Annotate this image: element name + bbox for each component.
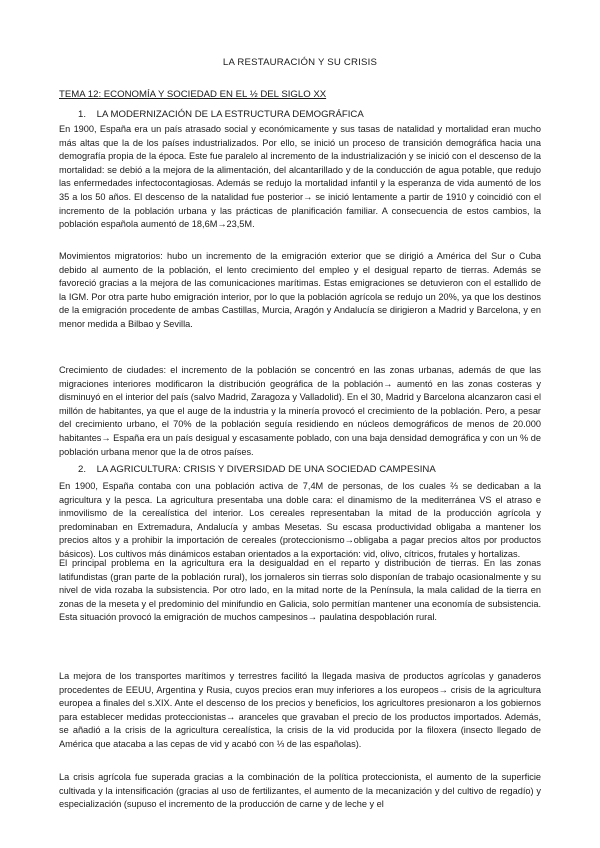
paragraph-migraciones: Movimientos migratorios: hubo un incremento de la emigración exterior que se dirigió a América del Sur o Cuba debido al aumento de la población, el lento crecimiento del empleo y el desigual reparto de tierras. Además se favoreció gracias a la mejora de las comunicaciones marítimas. Estas emigraciones se detuvieron con el estallido de la IGM. Por otra parte hubo emigración interior, por lo que la población agrícola se redujo un 20%, ya que los destinos de la emigración procedente de ambas Castillas, Murcia, Aragón y Andalucía se dirigieron a Madrid y Barcelona, y en menor medida a Bilbao y Sevilla.: [59, 251, 541, 329]
document-title: LA RESTAURACIÓN Y SU CRISIS: [222, 57, 378, 68]
section-1-heading: [78, 108, 364, 122]
section-2-heading: [78, 463, 436, 477]
section-2-number: 2.: [78, 464, 87, 475]
section-2-title: LA AGRICULTURA: CRISIS Y DIVERSIDAD DE UNA SOCIEDAD CAMPESINA: [96, 464, 436, 475]
paragraph-ciudades: Crecimiento de ciudades: el incremento de la población se concentró en las zonas urbanas, además de que las migraciones interiores modificaron la distribución geográfica de la población→ aumentó en las zonas costeras y disminuyó en el interior del país (salvo Madrid, Zaragoza y Valladolid). En el 30, Madrid y Barcelona alcanzaron casi el millón de habitantes, ya que el auge de la industria y la minería provocó el crecimiento de la población. Pero, a pesar del crecimiento urbano, el 70% de la población seguía residiendo en núcleos demográficos de menos de 20.000 habitantes→ España era un país desigual y escasamente poblado, con una baja densidad demográfica y con un % de población urbana menor que la de otros países.: [59, 365, 541, 457]
paragraph-desigualdad: El principal problema en la agricultura era la desigualdad en el reparto y distribución de tierras. En las zonas latifundistas (gran parte de la población rural), los jornaleros sin tierras solo disponían de trabajo ocasionalmente y su nivel de vida rozaba la subsistencia. Por otro lado, en la mitad norte de la Península, la mala calidad de la tierra en zonas de la meseta y el predominio del minifundio en Galicia, solo permitían mantener una economía de subsistencia. Esta situación provocó la emigración de muchos campesinos→ paulatina despoblación rural.: [59, 558, 541, 623]
paragraph-demografia: En 1900, España era un país atrasado social y económicamente y sus tasas de natalidad y mortalidad eran mucho más altas que la de los países industrializados. Por ello, se inició un proceso de transición demográfica hacia una demografía propia de la época. Este fue paralelo al incremento de la industrialización y se inició con el descenso de la mortalidad: se debió a la mejora de la alimentación, del alcantarillado y de la conducción de agua potable, que redujo las enfermedades infectocontagiosas. Además se redujo la mortalidad infantil y la esperanza de vida aumentó de los 35 a los 50 años. El descenso de la natalidad fue posterior→ se inició lentamente a partir de 1910 y coincidió con el incremento de la población urbana y las prácticas de planificación familiar. A consecuencia de estos cambios, la población española aumentó de 18,6M→23,5M.: [59, 124, 541, 230]
tema-heading: TEMA 12: ECONOMÍA Y SOCIEDAD EN EL ½ DEL SIGLO XX: [59, 89, 327, 100]
section-1-number: 1.: [78, 109, 87, 120]
paragraph-crisis-superada: La crisis agrícola fue superada gracias a la combinación de la política proteccionista, el aumento de la superficie cultivada y la intensificación (gracias al uso de fertilizantes, el aumento de la mecanización y del cultivo de regadío) y especialización (supuso el incremento de la producción de carne y de leche y el: [59, 772, 541, 810]
paragraph-transportes: La mejora de los transportes marítimos y terrestres facilitó la llegada masiva de productos agrícolas y ganaderos procedentes de EEUU, Argentina y Rusia, cuyos precios eran muy inferiores a los europeos→ crisis de la agricultura europea a finales del s.XIX. Ante el descenso de los precios y beneficios, los agricultores presionaron a los gobiernos para establecer medidas proteccionistas→ aranceles que gravaban el precio de los productos importados. Además, se añadió a la crisis de la agricultura cerealística, la crisis de la vid producida por la filoxera (insecto llegado de América que atacaba a las cepas de vid y acabó con ⅓ de las españolas).: [59, 671, 541, 749]
section-1-title: LA MODERNIZACIÓN DE LA ESTRUCTURA DEMOGRÁFICA: [96, 109, 364, 120]
paragraph-agricultura: En 1900, España contaba con una población activa de 7,4M de personas, de los cuales ⅔ se dedicaban a la agricultura y la pesca. La agricultura presentaba una doble cara: el dinamismo de la mediterránea VS el atraso e inmovilismo de la cerealística del interior. Los cereales representaban la mitad de la producción agrícola y predominaban en Extremadura, Andalucía y ambas Mesetas. Su escasa productividad obligaba a mantener los precios altos y a prohibir la importación de cereales (proteccionismo→obligaba a pagar precios altos por productos básicos). Los cultivos más dinámicos estaban orientados a la exportación: vid, olivo, cítricos, frutales y hortalizas.: [59, 481, 541, 559]
